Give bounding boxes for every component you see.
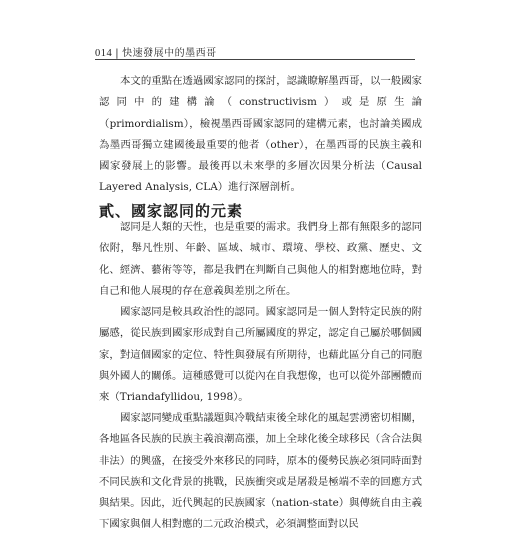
header-rule — [95, 59, 415, 60]
section-heading: 貳、國家認同的元素 — [99, 202, 244, 220]
intro-paragraph: 本文的重點在透過國家認同的探討，認識瞭解墨西哥，以一般國家認同中的建構論（constructivism）或是原生論（primordialism），檢視墨西哥國家認同的建構元素，也討論美國成為墨西哥獨立建國後最重要的他者（other），在墨西哥的民族主義和國家發展上的影響。最後再以未來學的多層次因果分析法（Causal Layered Analysis, CLA）進行深層剖析。 — [99, 75, 422, 194]
body-paragraph-1: 認同是人類的天性，也是重要的需求。我們身上都有無限多的認同依附，舉凡性別、年齡、區域、城市、環境、學校、政黨、歷史、文化、經濟、藝術等等，都是我們在判斷自己與他人的相對應地位時，對自己和他人展現的存在意義與差別之所在。 — [99, 221, 422, 297]
body-paragraph-2: 國家認同是較具政治性的認同。國家認同是一個人對特定民族的附屬感，從民族到國家形成對自己所屬國度的界定，認定自己屬於哪個國家，對這個國家的定位、特性與發展有所期待，也藉此區分自己的同胞與外國人的關係。這種感覺可以從內在自我想像，也可以從外部團體而來（Triandafyllidou, 1998）。 — [99, 306, 422, 404]
page-number: 014 — [95, 48, 113, 59]
header-separator: | — [115, 48, 120, 59]
body-paragraph-3: 國家認同變成重點議題與冷戰結束後全球化的風起雲湧密切相關，各地區各民族的民族主義浪潮高漲，加上全球化後全球移民（含合法與非法）的興盛，在接受外來移民的同時，原本的優勢民族必須同時面對不同民族和文化背景的挑戰，民族衝突或是屠殺是極端不幸的回應方式與結果。因此，近代興起的民族國家（nation-state）與傳統自由主義下國家與個人相對應的二元政治模式，必須調整面對以民 — [99, 412, 422, 531]
book-title: 快速發展中的墨西哥 — [122, 48, 217, 59]
running-header — [95, 44, 217, 59]
